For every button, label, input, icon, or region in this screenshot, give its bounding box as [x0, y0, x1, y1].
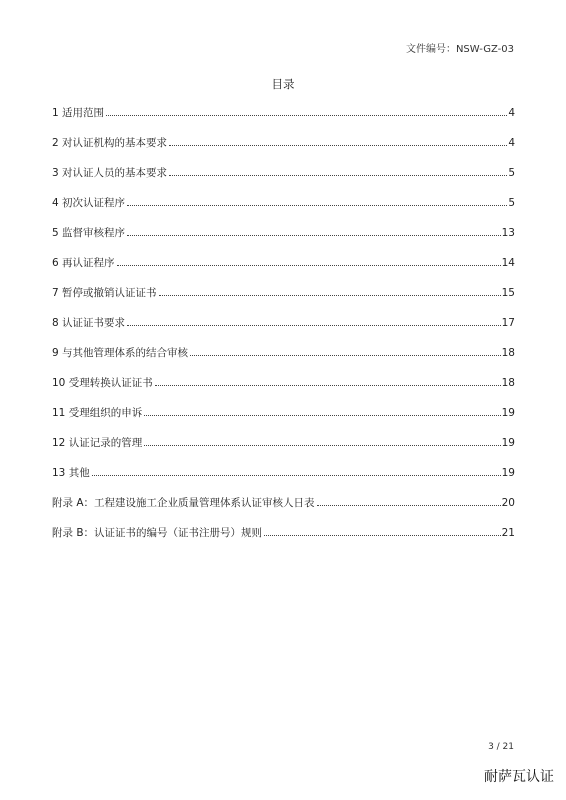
toc-dot-leader: [317, 504, 501, 506]
toc-dot-leader: [127, 204, 507, 206]
toc-entry-page: 18: [501, 377, 515, 389]
toc-entry-page: 19: [501, 437, 515, 449]
toc-entry-label: 附录 B：认证证书的编号（证书注册号）规则: [52, 527, 263, 539]
toc-entry-page: 4: [508, 137, 515, 149]
toc-dot-leader: [127, 324, 501, 326]
toc-entry[interactable]: [52, 466, 515, 496]
toc-entry[interactable]: [52, 526, 515, 556]
toc-entry-page: 21: [501, 527, 515, 539]
toc-title: 目录: [271, 77, 295, 91]
toc-dot-leader: [127, 234, 501, 236]
toc-dot-leader: [155, 384, 501, 386]
toc-dot-leader: [106, 114, 507, 116]
toc-entry-label: 7 暂停或撤销认证证书: [52, 287, 157, 299]
toc-entry-label: 4 初次认证程序: [52, 197, 126, 209]
page-indicator: 3 / 21: [488, 742, 514, 752]
toc-entry[interactable]: [52, 316, 515, 346]
toc-entry[interactable]: [52, 286, 515, 316]
toc-entry-label: 6 再认证程序: [52, 257, 115, 269]
toc-entry-label: 11 受理组织的申诉: [52, 407, 143, 419]
toc-entry-label: 1 适用范围: [52, 107, 105, 119]
toc-entry-label: 10 受理转换认证证书: [52, 377, 153, 389]
toc-entry[interactable]: [52, 436, 515, 466]
toc-entry[interactable]: [52, 136, 515, 166]
toc-entry-page: 18: [501, 347, 515, 359]
table-of-contents: [52, 106, 515, 556]
toc-entry[interactable]: [52, 256, 515, 286]
toc-entry-page: 15: [501, 287, 515, 299]
toc-entry[interactable]: [52, 226, 515, 256]
document-number: 文件编号：NSW-GZ-03: [405, 44, 514, 55]
toc-entry[interactable]: [52, 346, 515, 376]
toc-entry-label: 5 监督审核程序: [52, 227, 126, 239]
toc-entry-page: 19: [501, 407, 515, 419]
toc-dot-leader: [169, 174, 507, 176]
toc-dot-leader: [92, 474, 501, 476]
toc-entry[interactable]: [52, 166, 515, 196]
toc-entry-page: 4: [508, 107, 515, 119]
toc-entry-label: 12 认证记录的管理: [52, 437, 143, 449]
toc-entry-label: 9 与其他管理体系的结合审核: [52, 347, 189, 359]
toc-dot-leader: [144, 444, 500, 446]
toc-entry[interactable]: [52, 406, 515, 436]
toc-entry-label: 2 对认证机构的基本要求: [52, 137, 168, 149]
toc-entry-label: 附录 A：工程建设施工企业质量管理体系认证审核人日表: [52, 497, 315, 509]
toc-dot-leader: [144, 414, 500, 416]
toc-entry[interactable]: [52, 376, 515, 406]
toc-entry-page: 14: [501, 257, 515, 269]
toc-entry[interactable]: [52, 106, 515, 136]
watermark-text: 耐萨瓦认证: [484, 769, 554, 785]
toc-entry[interactable]: [52, 496, 515, 526]
toc-entry-page: 17: [501, 317, 515, 329]
toc-entry-page: 5: [508, 197, 515, 209]
toc-entry-page: 19: [501, 467, 515, 479]
toc-entry[interactable]: [52, 196, 515, 226]
toc-entry-page: 13: [501, 227, 515, 239]
toc-entry-page: 5: [508, 167, 515, 179]
toc-entry-label: 8 认证证书要求: [52, 317, 126, 329]
toc-entry-label: 13 其他: [52, 467, 90, 479]
toc-entry-page: 20: [501, 497, 515, 509]
toc-dot-leader: [264, 534, 501, 536]
toc-dot-leader: [117, 264, 501, 266]
toc-entry-label: 3 对认证人员的基本要求: [52, 167, 168, 179]
toc-dot-leader: [190, 354, 501, 356]
toc-dot-leader: [159, 294, 501, 296]
toc-dot-leader: [169, 144, 507, 146]
